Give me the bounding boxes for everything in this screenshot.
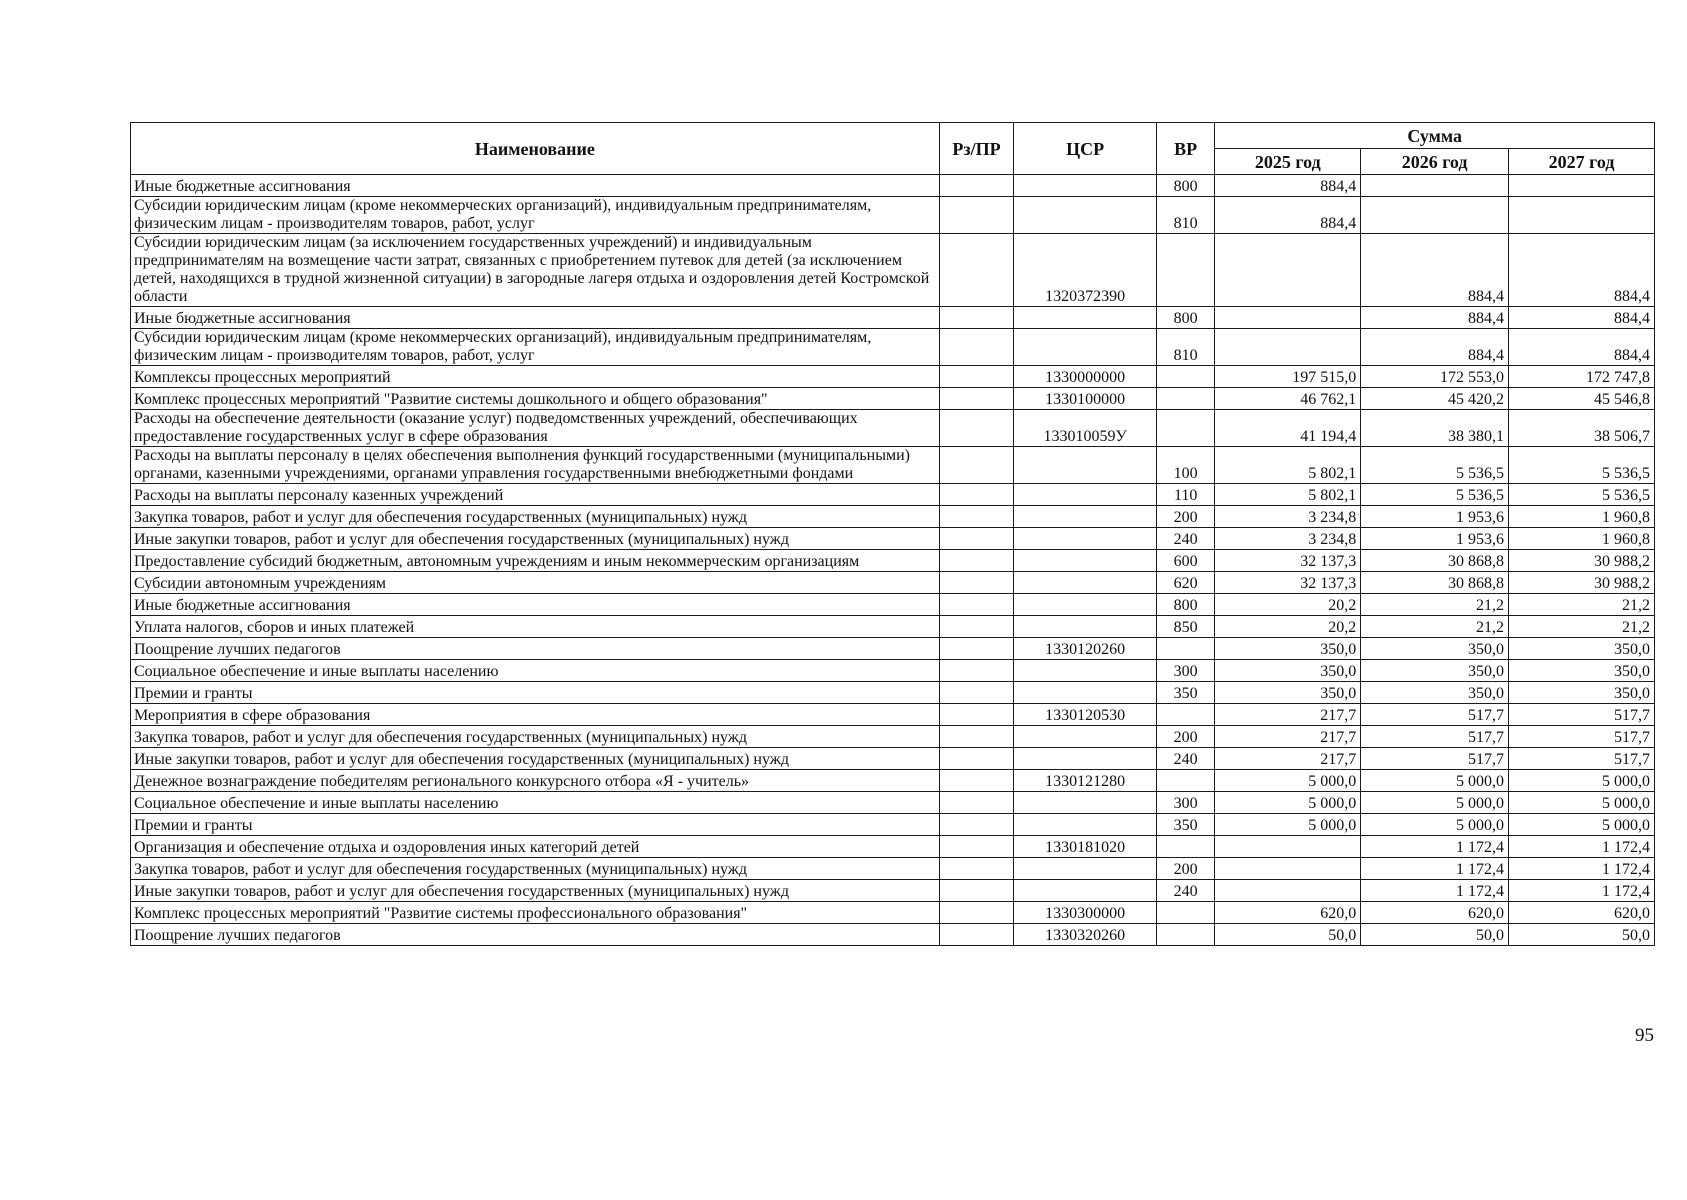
cell-rzpr xyxy=(939,748,1013,770)
header-year-2027: 2027 год xyxy=(1509,149,1655,175)
table-row xyxy=(131,307,1655,329)
cell-rzpr xyxy=(939,197,1013,234)
cell-2026: 5 000,0 xyxy=(1361,770,1509,792)
cell-2026 xyxy=(1361,175,1509,197)
cell-vr: 800 xyxy=(1157,175,1215,197)
cell-2025: 32 137,3 xyxy=(1215,572,1361,594)
cell-csr xyxy=(1014,792,1157,814)
page-number: 95 xyxy=(1635,1025,1654,1046)
cell-csr xyxy=(1014,528,1157,550)
cell-name: Комплекс процессных мероприятий "Развитие системы дошкольного и общего образования" xyxy=(131,388,940,410)
cell-2027: 50,0 xyxy=(1509,924,1655,946)
cell-2027: 172 747,8 xyxy=(1509,366,1655,388)
cell-2027: 620,0 xyxy=(1509,902,1655,924)
cell-rzpr xyxy=(939,594,1013,616)
cell-2026: 517,7 xyxy=(1361,726,1509,748)
cell-2026: 517,7 xyxy=(1361,748,1509,770)
cell-2025 xyxy=(1215,234,1361,307)
cell-name: Премии и гранты xyxy=(131,682,940,704)
cell-rzpr xyxy=(939,447,1013,484)
cell-rzpr xyxy=(939,880,1013,902)
cell-csr xyxy=(1014,550,1157,572)
cell-vr: 620 xyxy=(1157,572,1215,594)
cell-rzpr xyxy=(939,616,1013,638)
cell-csr xyxy=(1014,660,1157,682)
cell-name: Расходы на обеспечение деятельности (оказание услуг) подведомственных учреждений, обеспечивающих предоставление государственных услуг в сфере образования xyxy=(131,410,940,447)
cell-vr: 240 xyxy=(1157,880,1215,902)
cell-rzpr xyxy=(939,814,1013,836)
cell-2025: 884,4 xyxy=(1215,175,1361,197)
cell-2025: 5 802,1 xyxy=(1215,447,1361,484)
cell-vr: 100 xyxy=(1157,447,1215,484)
cell-vr: 200 xyxy=(1157,506,1215,528)
cell-vr: 240 xyxy=(1157,748,1215,770)
cell-2027: 21,2 xyxy=(1509,594,1655,616)
table-row xyxy=(131,792,1655,814)
cell-vr xyxy=(1157,902,1215,924)
table-row xyxy=(131,388,1655,410)
cell-name: Субсидии автономным учреждениям xyxy=(131,572,940,594)
cell-vr xyxy=(1157,704,1215,726)
cell-name: Расходы на выплаты персоналу казенных учреждений xyxy=(131,484,940,506)
cell-2025: 5 802,1 xyxy=(1215,484,1361,506)
cell-rzpr xyxy=(939,836,1013,858)
table-row xyxy=(131,572,1655,594)
cell-2025: 350,0 xyxy=(1215,638,1361,660)
cell-csr: 1330181020 xyxy=(1014,836,1157,858)
cell-2026: 30 868,8 xyxy=(1361,572,1509,594)
table-row xyxy=(131,484,1655,506)
cell-2026: 884,4 xyxy=(1361,234,1509,307)
cell-csr xyxy=(1014,858,1157,880)
cell-2025 xyxy=(1215,880,1361,902)
header-year-2025: 2025 год xyxy=(1215,149,1361,175)
cell-2026: 517,7 xyxy=(1361,704,1509,726)
cell-2025: 32 137,3 xyxy=(1215,550,1361,572)
cell-2025: 5 000,0 xyxy=(1215,814,1361,836)
cell-csr: 1320372390 xyxy=(1014,234,1157,307)
cell-name: Закупка товаров, работ и услуг для обеспечения государственных (муниципальных) нужд xyxy=(131,858,940,880)
cell-2025: 3 234,8 xyxy=(1215,506,1361,528)
cell-2025: 5 000,0 xyxy=(1215,770,1361,792)
cell-name: Поощрение лучших педагогов xyxy=(131,924,940,946)
cell-rzpr xyxy=(939,792,1013,814)
cell-2026: 21,2 xyxy=(1361,594,1509,616)
cell-2027: 5 536,5 xyxy=(1509,447,1655,484)
cell-2025: 350,0 xyxy=(1215,660,1361,682)
cell-vr: 350 xyxy=(1157,682,1215,704)
cell-2027: 45 546,8 xyxy=(1509,388,1655,410)
cell-name: Иные закупки товаров, работ и услуг для обеспечения государственных (муниципальных) нужд xyxy=(131,880,940,902)
cell-vr: 110 xyxy=(1157,484,1215,506)
cell-vr xyxy=(1157,410,1215,447)
budget-table xyxy=(130,122,1655,946)
cell-name: Поощрение лучших педагогов xyxy=(131,638,940,660)
header-csr: ЦСР xyxy=(1014,123,1157,175)
cell-vr: 850 xyxy=(1157,616,1215,638)
cell-2025: 217,7 xyxy=(1215,726,1361,748)
cell-rzpr xyxy=(939,307,1013,329)
table-row xyxy=(131,175,1655,197)
table-row xyxy=(131,366,1655,388)
cell-2027: 517,7 xyxy=(1509,704,1655,726)
cell-rzpr xyxy=(939,410,1013,447)
cell-rzpr xyxy=(939,924,1013,946)
cell-rzpr xyxy=(939,175,1013,197)
cell-2027: 1 960,8 xyxy=(1509,506,1655,528)
cell-2027: 517,7 xyxy=(1509,748,1655,770)
table-row xyxy=(131,748,1655,770)
table-row xyxy=(131,528,1655,550)
cell-vr xyxy=(1157,234,1215,307)
cell-vr: 200 xyxy=(1157,726,1215,748)
cell-vr: 810 xyxy=(1157,197,1215,234)
cell-2026: 1 953,6 xyxy=(1361,528,1509,550)
cell-csr xyxy=(1014,447,1157,484)
cell-2027: 5 000,0 xyxy=(1509,792,1655,814)
cell-2025: 217,7 xyxy=(1215,748,1361,770)
cell-name: Предоставление субсидий бюджетным, автономным учреждениям и иным некоммерческим организациям xyxy=(131,550,940,572)
cell-2027 xyxy=(1509,197,1655,234)
cell-2026: 50,0 xyxy=(1361,924,1509,946)
cell-vr: 300 xyxy=(1157,792,1215,814)
cell-csr: 1330120530 xyxy=(1014,704,1157,726)
cell-2026: 1 172,4 xyxy=(1361,880,1509,902)
cell-2027: 350,0 xyxy=(1509,660,1655,682)
cell-2025 xyxy=(1215,858,1361,880)
table-row xyxy=(131,924,1655,946)
cell-2026: 350,0 xyxy=(1361,638,1509,660)
cell-rzpr xyxy=(939,484,1013,506)
cell-2026: 1 953,6 xyxy=(1361,506,1509,528)
cell-rzpr xyxy=(939,528,1013,550)
cell-csr xyxy=(1014,307,1157,329)
cell-2025: 41 194,4 xyxy=(1215,410,1361,447)
cell-2025: 620,0 xyxy=(1215,902,1361,924)
cell-2025: 46 762,1 xyxy=(1215,388,1361,410)
header-year-2026: 2026 год xyxy=(1361,149,1509,175)
cell-csr: 1330300000 xyxy=(1014,902,1157,924)
cell-csr xyxy=(1014,175,1157,197)
table-row xyxy=(131,506,1655,528)
cell-name: Комплекс процессных мероприятий "Развитие системы профессионального образования" xyxy=(131,902,940,924)
cell-2027 xyxy=(1509,175,1655,197)
cell-2027: 30 988,2 xyxy=(1509,550,1655,572)
cell-name: Социальное обеспечение и иные выплаты населению xyxy=(131,792,940,814)
cell-rzpr xyxy=(939,550,1013,572)
cell-vr: 350 xyxy=(1157,814,1215,836)
cell-csr xyxy=(1014,748,1157,770)
cell-csr xyxy=(1014,197,1157,234)
table-row xyxy=(131,616,1655,638)
cell-csr: 1330320260 xyxy=(1014,924,1157,946)
cell-name: Мероприятия в сфере образования xyxy=(131,704,940,726)
cell-2027: 884,4 xyxy=(1509,234,1655,307)
cell-rzpr xyxy=(939,388,1013,410)
table-row xyxy=(131,550,1655,572)
table-row xyxy=(131,234,1655,307)
cell-2027: 30 988,2 xyxy=(1509,572,1655,594)
cell-name: Денежное вознаграждение победителям регионального конкурсного отбора «Я - учитель» xyxy=(131,770,940,792)
cell-name: Субсидии юридическим лицам (кроме некоммерческих организаций), индивидуальным предпринимателям, физическим лицам - производителям товаров, работ, услуг xyxy=(131,197,940,234)
cell-name: Премии и гранты xyxy=(131,814,940,836)
cell-2026: 884,4 xyxy=(1361,307,1509,329)
cell-2025: 20,2 xyxy=(1215,616,1361,638)
table-row xyxy=(131,726,1655,748)
header-name: Наименование xyxy=(131,123,940,175)
cell-name: Расходы на выплаты персоналу в целях обеспечения выполнения функций государственными (муниципальными) органами, казенными учреждениями, органами управления государственными внебюджетными фондами xyxy=(131,447,940,484)
cell-csr: 1330121280 xyxy=(1014,770,1157,792)
table-row xyxy=(131,704,1655,726)
header-vr: ВР xyxy=(1157,123,1215,175)
cell-vr xyxy=(1157,638,1215,660)
cell-rzpr xyxy=(939,770,1013,792)
cell-2027: 5 000,0 xyxy=(1509,814,1655,836)
cell-csr xyxy=(1014,880,1157,902)
table-row xyxy=(131,814,1655,836)
cell-2026: 30 868,8 xyxy=(1361,550,1509,572)
table-row xyxy=(131,880,1655,902)
cell-rzpr xyxy=(939,902,1013,924)
cell-2026: 21,2 xyxy=(1361,616,1509,638)
table-row xyxy=(131,638,1655,660)
cell-2026: 350,0 xyxy=(1361,660,1509,682)
table-row xyxy=(131,329,1655,366)
cell-2026: 5 000,0 xyxy=(1361,814,1509,836)
cell-name: Иные бюджетные ассигнования xyxy=(131,307,940,329)
cell-2027: 1 172,4 xyxy=(1509,880,1655,902)
cell-name: Комплексы процессных мероприятий xyxy=(131,366,940,388)
cell-name: Субсидии юридическим лицам (за исключением государственных учреждений) и индивидуальным предпринимателям на возмещение части затрат, связанных с приобретением путевок для детей (за исключением детей, находящихся в трудной жизненной ситуации) в загородные лагеря отдыха и оздоровления детей Костромской области xyxy=(131,234,940,307)
cell-rzpr xyxy=(939,572,1013,594)
cell-name: Субсидии юридическим лицам (кроме некоммерческих организаций), индивидуальным предпринимателям, физическим лицам - производителям товаров, работ, услуг xyxy=(131,329,940,366)
cell-vr: 600 xyxy=(1157,550,1215,572)
cell-2027: 884,4 xyxy=(1509,329,1655,366)
cell-name: Иные закупки товаров, работ и услуг для обеспечения государственных (муниципальных) нужд xyxy=(131,748,940,770)
cell-csr xyxy=(1014,726,1157,748)
cell-rzpr xyxy=(939,858,1013,880)
cell-2026: 1 172,4 xyxy=(1361,836,1509,858)
cell-2025: 50,0 xyxy=(1215,924,1361,946)
table-row xyxy=(131,447,1655,484)
cell-rzpr xyxy=(939,704,1013,726)
table-row xyxy=(131,197,1655,234)
cell-vr: 800 xyxy=(1157,307,1215,329)
table-row xyxy=(131,594,1655,616)
table-body xyxy=(131,175,1655,946)
cell-2027: 21,2 xyxy=(1509,616,1655,638)
table-row xyxy=(131,902,1655,924)
cell-2027: 517,7 xyxy=(1509,726,1655,748)
cell-csr xyxy=(1014,329,1157,366)
cell-2027: 350,0 xyxy=(1509,682,1655,704)
cell-vr xyxy=(1157,836,1215,858)
table-row xyxy=(131,660,1655,682)
cell-rzpr xyxy=(939,726,1013,748)
cell-2027: 1 172,4 xyxy=(1509,858,1655,880)
cell-vr: 200 xyxy=(1157,858,1215,880)
cell-2026: 350,0 xyxy=(1361,682,1509,704)
cell-vr xyxy=(1157,770,1215,792)
cell-2026: 1 172,4 xyxy=(1361,858,1509,880)
cell-rzpr xyxy=(939,682,1013,704)
cell-name: Организация и обеспечение отдыха и оздоровления иных категорий детей xyxy=(131,836,940,858)
cell-2027: 5 536,5 xyxy=(1509,484,1655,506)
cell-vr xyxy=(1157,366,1215,388)
cell-csr xyxy=(1014,682,1157,704)
cell-csr xyxy=(1014,814,1157,836)
cell-2026: 45 420,2 xyxy=(1361,388,1509,410)
cell-2026: 884,4 xyxy=(1361,329,1509,366)
cell-2026: 38 380,1 xyxy=(1361,410,1509,447)
cell-rzpr xyxy=(939,506,1013,528)
cell-csr: 1330100000 xyxy=(1014,388,1157,410)
cell-2025: 884,4 xyxy=(1215,197,1361,234)
cell-2027: 5 000,0 xyxy=(1509,770,1655,792)
header-rzpr: Рз/ПР xyxy=(939,123,1013,175)
cell-name: Иные бюджетные ассигнования xyxy=(131,594,940,616)
cell-rzpr xyxy=(939,329,1013,366)
cell-rzpr xyxy=(939,234,1013,307)
cell-name: Закупка товаров, работ и услуг для обеспечения государственных (муниципальных) нужд xyxy=(131,726,940,748)
cell-rzpr xyxy=(939,638,1013,660)
cell-csr xyxy=(1014,616,1157,638)
table-row xyxy=(131,858,1655,880)
cell-2026: 5 536,5 xyxy=(1361,447,1509,484)
cell-2025 xyxy=(1215,836,1361,858)
cell-2025: 217,7 xyxy=(1215,704,1361,726)
cell-2026: 620,0 xyxy=(1361,902,1509,924)
header-sum: Сумма xyxy=(1215,123,1655,149)
cell-2025: 5 000,0 xyxy=(1215,792,1361,814)
cell-rzpr xyxy=(939,366,1013,388)
cell-2027: 38 506,7 xyxy=(1509,410,1655,447)
cell-vr: 810 xyxy=(1157,329,1215,366)
cell-name: Закупка товаров, работ и услуг для обеспечения государственных (муниципальных) нужд xyxy=(131,506,940,528)
cell-csr xyxy=(1014,594,1157,616)
cell-2026: 5 000,0 xyxy=(1361,792,1509,814)
cell-2026: 172 553,0 xyxy=(1361,366,1509,388)
table-row xyxy=(131,770,1655,792)
cell-2025 xyxy=(1215,307,1361,329)
cell-vr: 300 xyxy=(1157,660,1215,682)
cell-2025: 197 515,0 xyxy=(1215,366,1361,388)
cell-csr xyxy=(1014,572,1157,594)
cell-2027: 1 960,8 xyxy=(1509,528,1655,550)
cell-rzpr xyxy=(939,660,1013,682)
table-row xyxy=(131,836,1655,858)
cell-2026 xyxy=(1361,197,1509,234)
cell-name: Социальное обеспечение и иные выплаты населению xyxy=(131,660,940,682)
cell-2025 xyxy=(1215,329,1361,366)
cell-csr: 133010059У xyxy=(1014,410,1157,447)
cell-2025: 3 234,8 xyxy=(1215,528,1361,550)
cell-vr xyxy=(1157,924,1215,946)
table-row xyxy=(131,410,1655,447)
table-row xyxy=(131,682,1655,704)
cell-2027: 1 172,4 xyxy=(1509,836,1655,858)
cell-name: Уплата налогов, сборов и иных платежей xyxy=(131,616,940,638)
cell-vr xyxy=(1157,388,1215,410)
cell-2025: 20,2 xyxy=(1215,594,1361,616)
cell-csr xyxy=(1014,506,1157,528)
cell-2027: 350,0 xyxy=(1509,638,1655,660)
cell-csr xyxy=(1014,484,1157,506)
cell-csr: 1330000000 xyxy=(1014,366,1157,388)
cell-name: Иные бюджетные ассигнования xyxy=(131,175,940,197)
cell-vr: 240 xyxy=(1157,528,1215,550)
table-header xyxy=(131,123,1655,175)
cell-name: Иные закупки товаров, работ и услуг для обеспечения государственных (муниципальных) нужд xyxy=(131,528,940,550)
cell-2026: 5 536,5 xyxy=(1361,484,1509,506)
cell-2027: 884,4 xyxy=(1509,307,1655,329)
cell-vr: 800 xyxy=(1157,594,1215,616)
cell-csr: 1330120260 xyxy=(1014,638,1157,660)
cell-2025: 350,0 xyxy=(1215,682,1361,704)
